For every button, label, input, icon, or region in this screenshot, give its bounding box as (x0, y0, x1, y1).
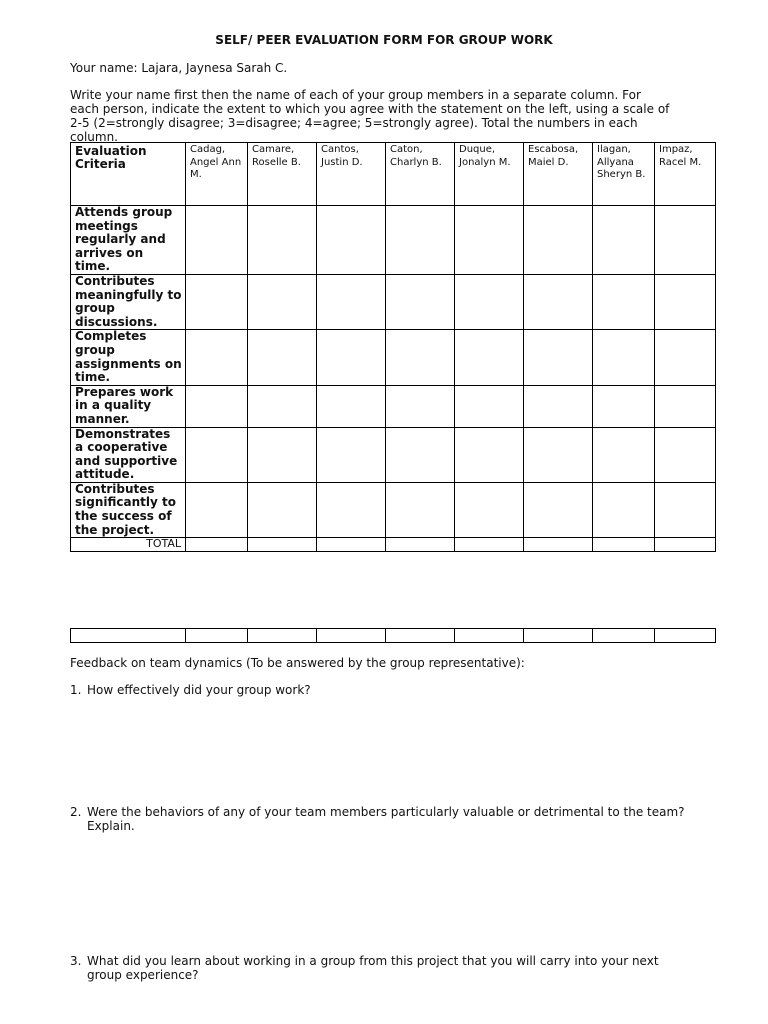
score-cell[interactable] (386, 274, 455, 329)
total-label: TOTAL (71, 538, 186, 552)
score-cell[interactable] (655, 385, 716, 427)
score-cell[interactable] (593, 482, 655, 537)
member-header: Escabosa, Maiel D. (524, 143, 593, 206)
score-cell[interactable] (248, 427, 317, 482)
score-cell[interactable] (186, 427, 248, 482)
criterion-label: Completes group assignments on time. (71, 330, 186, 385)
member-header: Cantos, Justin D. (317, 143, 386, 206)
score-cell[interactable] (386, 482, 455, 537)
blank-cell[interactable] (317, 629, 386, 643)
blank-cell[interactable] (455, 629, 524, 643)
criteria-row (71, 274, 716, 329)
score-cell[interactable] (386, 330, 455, 385)
score-cell[interactable] (248, 482, 317, 537)
blank-table (70, 628, 716, 643)
blank-cell[interactable] (248, 629, 317, 643)
score-cell[interactable] (655, 206, 716, 275)
score-cell[interactable] (186, 330, 248, 385)
member-header: Cadag, Angel Ann M. (186, 143, 248, 206)
total-cell[interactable] (524, 538, 593, 552)
blank-cell[interactable] (655, 629, 716, 643)
score-cell[interactable] (655, 482, 716, 537)
score-cell[interactable] (317, 427, 386, 482)
score-cell[interactable] (248, 206, 317, 275)
score-cell[interactable] (317, 206, 386, 275)
criteria-row (71, 385, 716, 427)
score-cell[interactable] (186, 206, 248, 275)
score-cell[interactable] (386, 206, 455, 275)
score-cell[interactable] (524, 330, 593, 385)
total-row (71, 538, 716, 552)
score-cell[interactable] (455, 274, 524, 329)
score-cell[interactable] (593, 385, 655, 427)
score-cell[interactable] (455, 206, 524, 275)
question-text: How effectively did your group work? (87, 683, 311, 697)
instructions-text: Write your name first then the name of each of your group members in a separate column. For each person, indicate the extent to which you agree with the statement on the left, using a scale of 2-5 (2=strongly disagree; 3=disagree; 4=agree; 5=strongly agree). Total the numbers in each column. (70, 88, 670, 144)
blank-cell[interactable] (524, 629, 593, 643)
criteria-row (71, 482, 716, 537)
score-cell[interactable] (186, 274, 248, 329)
score-cell[interactable] (524, 385, 593, 427)
criterion-label: Prepares work in a quality manner. (71, 385, 186, 427)
score-cell[interactable] (593, 206, 655, 275)
total-cell[interactable] (186, 538, 248, 552)
blank-cell[interactable] (71, 629, 186, 643)
score-cell[interactable] (593, 330, 655, 385)
question-1 (70, 683, 690, 697)
score-cell[interactable] (317, 482, 386, 537)
blank-row (71, 629, 716, 643)
score-cell[interactable] (186, 482, 248, 537)
score-cell[interactable] (317, 274, 386, 329)
score-cell[interactable] (524, 427, 593, 482)
member-header: Impaz, Racel M. (655, 143, 716, 206)
score-cell[interactable] (524, 482, 593, 537)
member-header: Camare, Roselle B. (248, 143, 317, 206)
member-header: Duque, Jonalyn M. (455, 143, 524, 206)
question-2 (70, 805, 690, 833)
criterion-label: Demonstrates a cooperative and supportive attitude. (71, 427, 186, 482)
criterion-label: Contributes meaningfully to group discussions. (71, 274, 186, 329)
score-cell[interactable] (524, 274, 593, 329)
score-cell[interactable] (248, 385, 317, 427)
blank-cell[interactable] (593, 629, 655, 643)
score-cell[interactable] (655, 427, 716, 482)
question-number: 3. (70, 954, 82, 968)
question-3 (70, 954, 690, 982)
total-cell[interactable] (593, 538, 655, 552)
total-cell[interactable] (248, 538, 317, 552)
score-cell[interactable] (186, 385, 248, 427)
criterion-label: Attends group meetings regularly and arrives on time. (71, 206, 186, 275)
score-cell[interactable] (455, 385, 524, 427)
score-cell[interactable] (317, 330, 386, 385)
score-cell[interactable] (455, 330, 524, 385)
score-cell[interactable] (386, 385, 455, 427)
student-name-line: Your name: Lajara, Jaynesa Sarah C. (70, 61, 288, 75)
question-number: 1. (70, 683, 82, 697)
score-cell[interactable] (593, 427, 655, 482)
question-number: 2. (70, 805, 82, 819)
question-text: What did you learn about working in a group from this project that you will carry into your next group experience? (87, 954, 659, 982)
score-cell[interactable] (593, 274, 655, 329)
score-cell[interactable] (317, 385, 386, 427)
score-cell[interactable] (655, 330, 716, 385)
blank-cell[interactable] (386, 629, 455, 643)
header-row (71, 143, 716, 206)
form-title: SELF/ PEER EVALUATION FORM FOR GROUP WORK (215, 33, 553, 47)
score-cell[interactable] (524, 206, 593, 275)
criteria-row (71, 330, 716, 385)
criteria-row (71, 206, 716, 275)
score-cell[interactable] (248, 330, 317, 385)
score-cell[interactable] (455, 427, 524, 482)
total-cell[interactable] (317, 538, 386, 552)
blank-cell[interactable] (186, 629, 248, 643)
total-cell[interactable] (655, 538, 716, 552)
evaluation-table (70, 142, 716, 552)
header-evaluation-criteria: Evaluation Criteria (71, 143, 186, 206)
member-header: Caton, Charlyn B. (386, 143, 455, 206)
score-cell[interactable] (655, 274, 716, 329)
score-cell[interactable] (248, 274, 317, 329)
score-cell[interactable] (455, 482, 524, 537)
criteria-row (71, 427, 716, 482)
score-cell[interactable] (386, 427, 455, 482)
total-cell[interactable] (455, 538, 524, 552)
total-cell[interactable] (386, 538, 455, 552)
question-text: Were the behaviors of any of your team members particularly valuable or detrimental to the team? Explain. (87, 805, 685, 833)
criterion-label: Contributes significantly to the success of the project. (71, 482, 186, 537)
member-header: Ilagan, Allyana Sheryn B. (593, 143, 655, 206)
feedback-intro: Feedback on team dynamics (To be answered by the group representative): (70, 656, 525, 670)
